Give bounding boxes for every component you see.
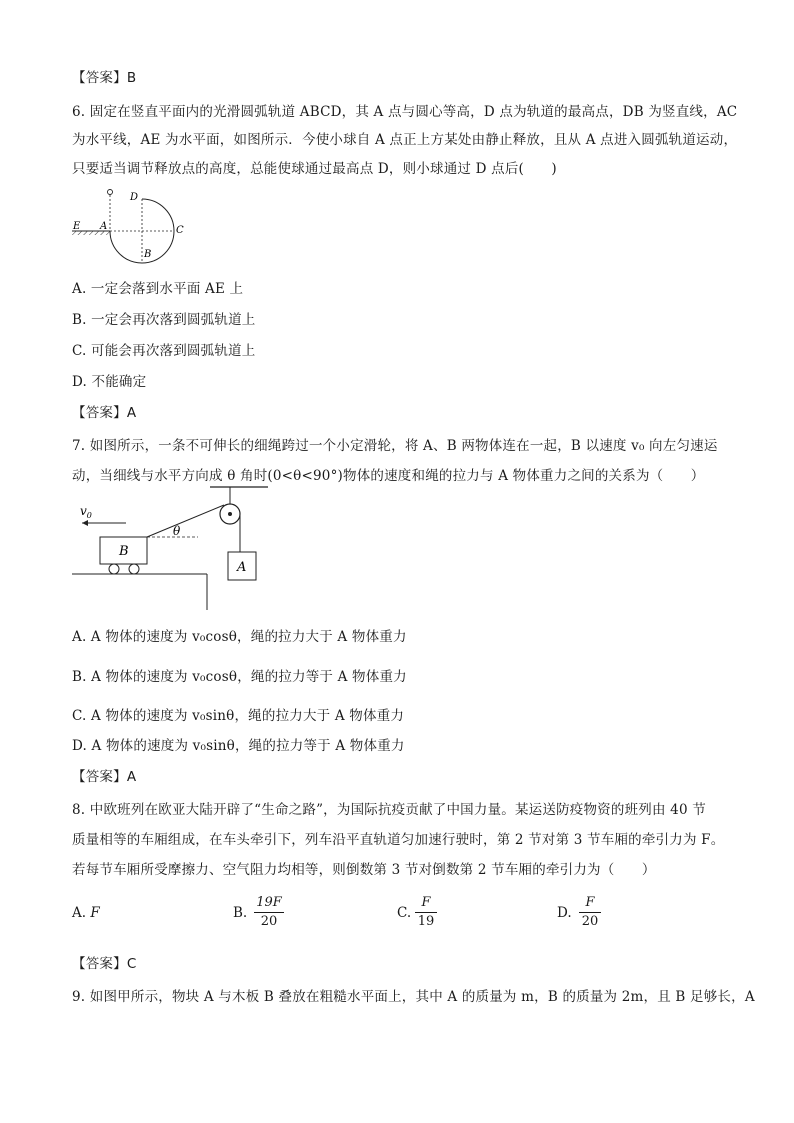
- label-A: A: [237, 560, 247, 575]
- answer-label: 【答案】: [72, 405, 127, 421]
- answer-value: B: [126, 70, 137, 86]
- q8-option-a-label: A.: [72, 905, 87, 921]
- q8-option-d-label: D.: [557, 905, 572, 921]
- label-B: B: [144, 249, 152, 260]
- q8-option-a: [72, 905, 100, 921]
- q8-option-d-denominator: 20: [581, 914, 599, 929]
- q8-option-a-value: F: [90, 905, 100, 921]
- q7-option-c: C. A 物体的速度为 v₀sinθ，绳的拉力大于 A 物体重力: [72, 708, 405, 724]
- q8-option-b-numerator: 19F: [256, 895, 282, 910]
- label-A: A: [100, 221, 108, 232]
- answer-value: A: [126, 769, 137, 785]
- q8-option-b-label: B.: [233, 905, 248, 921]
- q6-line2: 为水平线，AE 为水平面，如图所示．今使小球自 A 点正上方某处由静止释放，且从 A 点进入圆弧轨道运动，: [72, 132, 738, 148]
- q6-option-a: A. 一定会落到水平面 AE 上: [72, 281, 244, 297]
- label-v0: $v_0$: [80, 504, 92, 520]
- q8-option-b-denominator: 20: [260, 914, 278, 929]
- q8-option-d-numerator: F: [585, 895, 595, 910]
- answer-label: 【答案】: [72, 769, 127, 785]
- answer-q8: [72, 952, 136, 972]
- q6-option-c: C. 可能会再次落到圆弧轨道上: [72, 343, 256, 359]
- q8-option-c-numerator: F: [421, 895, 431, 910]
- q8-option-c-fraction: [415, 895, 437, 930]
- answer-q5: [72, 66, 136, 86]
- answer-label: 【答案】: [72, 956, 127, 972]
- q7-figure: [70, 484, 280, 612]
- q6-figure: [70, 186, 190, 268]
- answer-value: A: [126, 405, 137, 421]
- answer-q7: [72, 765, 136, 785]
- q7-option-a: A. A 物体的速度为 v₀cosθ，绳的拉力大于 A 物体重力: [72, 629, 407, 645]
- label-theta: θ: [173, 524, 181, 538]
- q8-option-c-label: C.: [397, 905, 412, 921]
- answer-value: C: [126, 956, 137, 972]
- q8-line1: 8. 中欧班列在欧亚大陆开辟了“生命之路”，为国际抗疫贡献了中国力量。某运送防疫物资的班列由 40 节: [72, 802, 706, 818]
- answer-q6: [72, 401, 136, 421]
- q8-option-b-fraction: [254, 895, 284, 930]
- q7-line1: 7. 如图所示，一条不可伸长的细绳跨过一个小定滑轮，将 A、B 两物体连在一起，B 以速度 v₀ 向左匀速运: [72, 438, 718, 454]
- label-C: C: [176, 225, 184, 236]
- q9-line1: 9. 如图甲所示，物块 A 与木板 B 叠放在粗糙水平面上，其中 A 的质量为 m，B 的质量为 2m，且 B 足够长，A: [72, 989, 755, 1005]
- q8-option-d-fraction: [579, 895, 601, 930]
- q6-line1: 6. 固定在竖直平面内的光滑圆弧轨道 ABCD，其 A 点与圆心等高，D 点为轨道的最高点，DB 为竖直线，AC: [72, 104, 738, 120]
- q8-line3: 若每节车厢所受摩擦力、空气阻力均相等，则倒数第 3 节对倒数第 2 节车厢的牵引力为（ ）: [72, 862, 656, 878]
- label-D: D: [130, 192, 139, 203]
- q7-option-b: B. A 物体的速度为 v₀cosθ，绳的拉力等于 A 物体重力: [72, 669, 407, 685]
- q6-option-b: B. 一定会再次落到圆弧轨道上: [72, 312, 256, 328]
- q7-line2: 动，当细线与水平方向成 θ 角时(0<θ<90°)物体的速度和绳的拉力与 A 物体重力之间的关系为（ ）: [72, 468, 705, 484]
- label-B: B: [119, 544, 129, 559]
- q6-line3: 只要适当调节释放点的高度，总能使球通过最高点 D，则小球通过 D 点后( ): [72, 161, 557, 177]
- label-E: E: [73, 221, 81, 232]
- q8-option-c-denominator: 19: [417, 914, 435, 929]
- q7-option-d: D. A 物体的速度为 v₀sinθ，绳的拉力等于 A 物体重力: [72, 738, 405, 754]
- answer-label: 【答案】: [72, 70, 127, 86]
- q8-line2: 质量相等的车厢组成，在车头牵引下，列车沿平直轨道匀加速行驶时，第 2 节对第 3 节车厢的牵引力为 F。: [72, 832, 725, 848]
- q6-option-d: D. 不能确定: [72, 374, 147, 390]
